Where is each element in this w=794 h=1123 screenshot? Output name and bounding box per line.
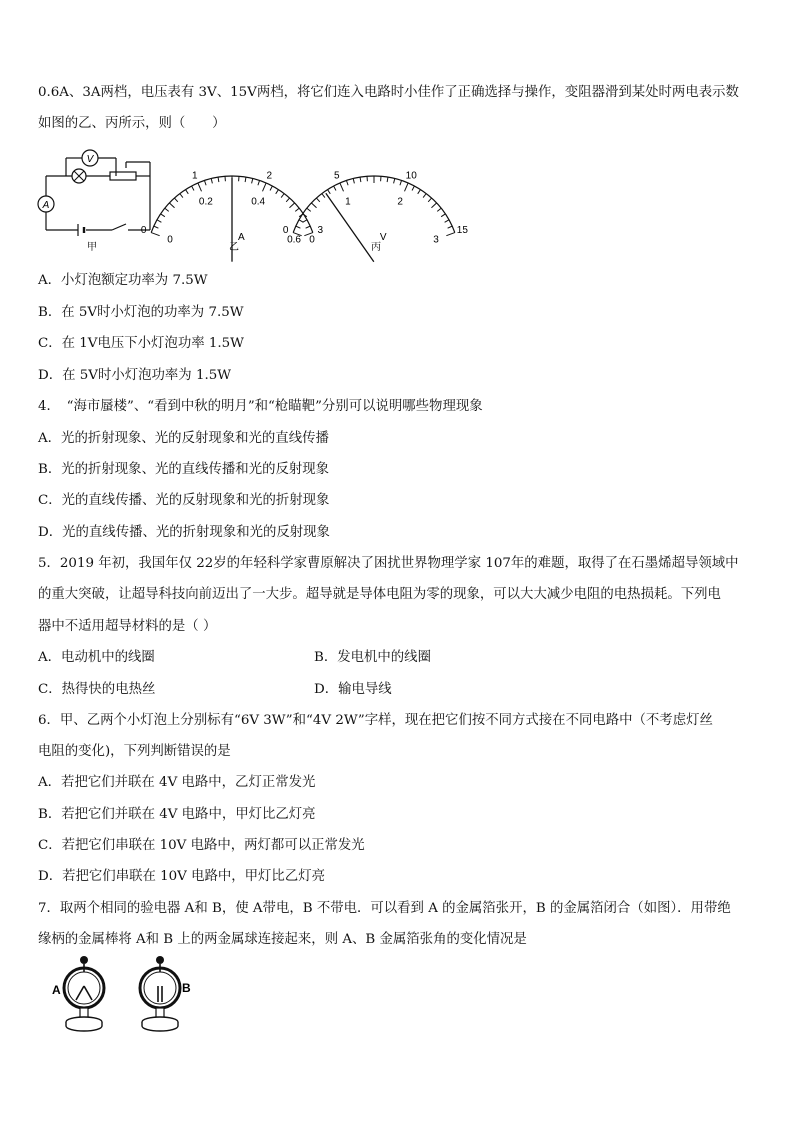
q5-stem-line1: 5．2019 年初，我国年仅 22岁的年轻科学家曹原解决了困扰世界物理学家 107年的难题，取得了在石墨烯超导领域中 — [38, 556, 739, 571]
ammeter-tick — [174, 198, 177, 202]
q4-option-a: A．光的折射现象、光的反射现象和光的直线传播 — [38, 431, 329, 446]
q6-option-d: D．若把它们串联在 10V 电路中，甲灯比乙灯亮 — [38, 869, 325, 884]
q3-option-c: C．在 1V电压下小灯泡功率 1.5W — [38, 336, 244, 351]
q3-option-a: A．小灯泡额定功率为 7.5W — [38, 273, 208, 288]
q6-option-b: B．若把它们并联在 4V 电路中，甲灯比乙灯亮 — [38, 807, 316, 822]
q5-option-d: D．输电导线 — [314, 682, 392, 697]
voltmeter-tick — [446, 233, 454, 236]
ammeter-tick — [258, 181, 260, 186]
ammeter-lower-label: 0 — [167, 234, 173, 246]
voltmeter-lower-label: 1 — [345, 196, 351, 208]
ammeter-tick — [161, 214, 165, 217]
voltmeter-tick — [334, 186, 336, 190]
voltmeter-tick — [400, 181, 402, 186]
voltmeter-tick — [423, 194, 426, 198]
voltmeter-tick — [418, 190, 421, 194]
voltmeter-tick — [346, 181, 348, 186]
q4-option-d: D．光的直线传播、光的折射现象和光的反射现象 — [38, 525, 330, 540]
ammeter-tick — [180, 194, 183, 198]
ammeter-tick — [169, 203, 174, 208]
ammeter-tick — [211, 179, 212, 184]
ammeter-pointer-label: A — [238, 232, 245, 243]
ammeter-dial-yi — [140, 152, 324, 253]
electroscope-a — [64, 956, 104, 1031]
q4-stem: 4． “海市蜃楼”、“看到中秋的明月”和“枪瞄靶”分别可以说明哪些物理现象 — [38, 399, 483, 414]
voltmeter-upper-label: 0 — [282, 224, 289, 236]
circuit-diagram-jia — [38, 148, 158, 252]
q4-option-c: C．光的直线传播、光的反射现象和光的折射现象 — [38, 493, 330, 508]
ammeter-tick — [295, 208, 299, 211]
q6-stem-line1: 6．甲、乙两个小灯泡上分别标有“6V 3W”和“4V 2W”字样，现在把它们按不同方式接在不同电路中（不考虑灯丝 — [38, 713, 713, 728]
voltmeter-tick — [437, 208, 441, 211]
ammeter-tick — [198, 183, 202, 191]
ammeter-tick — [204, 181, 206, 186]
q6-option-c: C．若把它们串联在 10V 电路中，两灯都可以正常发光 — [38, 838, 365, 853]
voltmeter-tick — [412, 186, 414, 190]
electroscopes-figure — [44, 950, 224, 1040]
ammeter-tick — [262, 183, 266, 191]
voltmeter-tick — [307, 208, 311, 211]
q5-stem-line3: 器中不适用超导材料的是（ ） — [38, 619, 217, 634]
q6-stem-line2: 电阻的变化)，下列判断错误的是 — [38, 744, 231, 759]
ammeter-lower-label: 0.6 — [287, 234, 301, 246]
label-a: A — [52, 983, 61, 997]
ammeter-upper-label: 0 — [140, 224, 147, 236]
q3-option-b: B．在 5V时小灯泡的功率为 7.5W — [38, 305, 244, 320]
caption-bing: 丙 — [371, 242, 381, 253]
q5-stem-line2: 的重大突破，让超导科技向前迈出了一大步。超导就是导体电阻为零的现象，可以大大减少电阻的电热损耗。下列电 — [38, 587, 721, 602]
voltmeter-tick — [322, 194, 325, 198]
q3-stem-line2: 如图的乙、丙所示，则（ ） — [38, 116, 226, 131]
voltmeter-arc — [293, 176, 455, 233]
ammeter-tick — [165, 208, 169, 211]
voltmeter-tick — [316, 198, 319, 202]
caption-yi: 乙 — [229, 242, 239, 253]
voltmeter-tick — [394, 179, 395, 184]
q3-option-d: D．在 5V时小灯泡功率为 1.5W — [38, 368, 232, 383]
voltmeter-tick — [441, 214, 445, 217]
q5-option-c: C．热得快的电热丝 — [38, 682, 156, 697]
voltmeter-tick — [448, 226, 453, 228]
voltmeter-tick — [428, 198, 431, 202]
ammeter-tick — [286, 198, 289, 202]
q7-stem-line2: 缘柄的金属棒将 A和 B 上的两金属球连接起来，则 A、B 金属箔张角的变化情况是 — [38, 932, 527, 947]
voltmeter-upper-label: 15 — [456, 224, 468, 236]
voltmeter-tick — [328, 190, 331, 194]
ammeter-lower-label: 0.2 — [198, 196, 213, 208]
voltmeter-tick — [387, 177, 388, 182]
ammeter-upper-label: 1 — [191, 170, 198, 182]
voltmeter-tick — [431, 203, 436, 208]
q4-option-b: B．光的折射现象、光的直线传播和光的反射现象 — [38, 462, 330, 477]
ammeter-tick — [252, 179, 253, 184]
label-b: B — [182, 981, 191, 995]
ammeter-tick — [270, 186, 272, 190]
ammeter-letter: A — [42, 200, 50, 211]
ammeter-tick — [245, 177, 246, 182]
voltmeter-tick — [360, 177, 361, 182]
voltmeter-pointer-label: V — [379, 232, 387, 243]
ammeter-upper-label: 3 — [317, 224, 324, 236]
voltmeter-lower-label: 2 — [397, 196, 403, 208]
ammeter-tick — [218, 177, 219, 182]
q7-stem-line1: 7．取两个相同的验电器 A和 B，使 A带电，B 不带电．可以看到 A 的金属箔张开，B 的金属箔闭合（如图）．用带绝 — [38, 901, 731, 916]
ammeter-upper-label: 2 — [266, 170, 273, 182]
voltmeter-upper-label: 10 — [405, 170, 417, 182]
ammeter-tick — [276, 190, 279, 194]
voltmeter-tick — [445, 220, 449, 222]
voltmeter-tick — [311, 203, 316, 208]
voltmeter-tick — [340, 183, 344, 191]
q6-option-a: A．若把它们并联在 4V 电路中，乙灯正常发光 — [38, 775, 316, 790]
voltmeter-upper-label: 5 — [333, 170, 340, 182]
voltmeter-lower-label: 3 — [433, 234, 439, 246]
voltmeter-letter: V — [86, 154, 94, 165]
ammeter-tick — [289, 203, 294, 208]
ammeter-tick — [281, 194, 284, 198]
ammeter-tick — [186, 190, 189, 194]
voltmeter-tick — [353, 179, 354, 184]
caption-jia: 甲 — [87, 242, 97, 253]
q5-option-b: B．发电机中的线圈 — [314, 650, 431, 665]
ammeter-tick — [192, 186, 194, 190]
voltmeter-tick — [404, 183, 408, 191]
ammeter-lower-label: 0.4 — [251, 196, 266, 208]
q3-stem-line1: 0.6A、3A两档，电压表有 3V、15V两档，将它们连入电路时小佳作了正确选择与操作，变阻器滑到某处时两电表示数 — [38, 85, 739, 100]
q5-option-a: A．电动机中的线圈 — [38, 650, 155, 665]
electroscope-b — [140, 956, 180, 1031]
voltmeter-lower-label: 0 — [309, 234, 315, 246]
